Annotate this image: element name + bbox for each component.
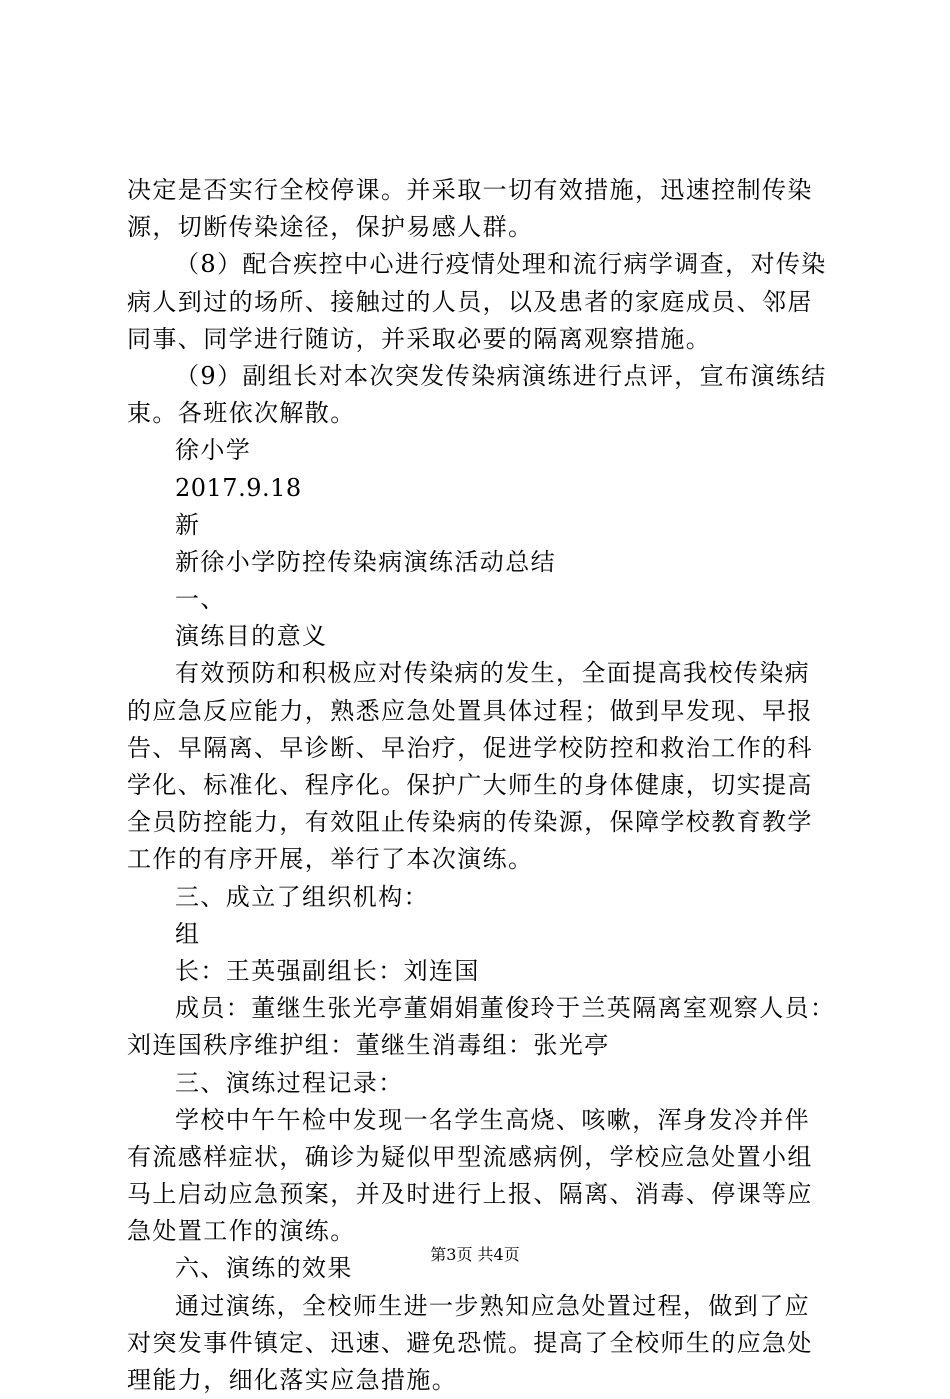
text-line: 决定是否实行全校停课。并采取一切有效措施，迅速控制传染: [127, 176, 813, 204]
text-line: 全员防控能力，有效阻止传染病的传染源，保障学校教育教学: [127, 808, 813, 837]
text-line: 组: [175, 919, 201, 948]
text-line: 有效预防和积极应对传染病的发生，全面提高我校传染病: [175, 659, 810, 688]
text-line: 同事、同学进行随访，并采取必要的隔离观察措施。: [127, 324, 712, 353]
text-line: （9）副组长对本次突发传染病演练进行点评，宣布演练结: [175, 361, 827, 390]
signature-date: 2017.9.18: [175, 473, 302, 502]
document-body: [127, 172, 835, 1399]
text-line: 有流感样症状，确诊为疑似甲型流感病例，学校应急处置小组: [127, 1142, 813, 1171]
section-heading: 三、成立了组织机构：: [175, 882, 429, 911]
text-line: 长：王英强副组长：刘连国: [175, 956, 480, 985]
text-line: 源，切断传染途径，保护易感人群。: [127, 213, 534, 242]
text-line: 学化、标准化、程序化。保护广大师生的身体健康，切实提高: [127, 771, 813, 799]
section-heading: 演练目的意义: [175, 622, 328, 651]
heading-number: 一、: [175, 585, 226, 614]
text-line: 理能力，细化落实应急措施。: [127, 1366, 458, 1394]
text-line: 急处置工作的演练。: [127, 1217, 356, 1246]
text-line: 对突发事件镇定、迅速、避免恐慌。提高了全校师生的应急处: [127, 1328, 813, 1357]
text-line: 的应急反应能力，熟悉应急处置具体过程；做到早发现、早报: [127, 696, 813, 725]
section-heading: 三、演练过程记录：: [175, 1068, 404, 1097]
page-number-footer: 第3页 共4页: [430, 1245, 520, 1264]
text-line: 病人到过的场所、接触过的人员，以及患者的家庭成员、邻居: [127, 287, 813, 316]
text-line: 马上启动应急预案，并及时进行上报、隔离、消毒、停课等应: [127, 1180, 813, 1209]
text-line: 新: [175, 510, 201, 539]
text-line: 束。各班依次解散。: [127, 399, 356, 428]
section-heading: 六、演练的效果: [175, 1254, 353, 1283]
text-line: （8）配合疾控中心进行疫情处理和流行病学调查，对传染: [175, 250, 827, 279]
text-line: 成员：董继生张光亭董娟娟董俊玲于兰英隔离室观察人员：: [175, 994, 836, 1023]
text-line: 学校中午午检中发现一名学生高烧、咳嗽，浑身发冷并伴: [175, 1105, 810, 1134]
section-title: 新徐小学防控传染病演练活动总结: [175, 547, 556, 576]
text-line: 刘连国秩序维护组：董继生消毒组：张光亭: [127, 1031, 610, 1060]
text-line: 通过演练，全校师生进一步熟知应急处置过程，做到了应: [175, 1291, 810, 1320]
signature-school: 徐小学: [175, 436, 252, 465]
text-line: 工作的有序开展，举行了本次演练。: [127, 845, 534, 874]
text-line: 告、早隔离、早诊断、早治疗，促进学校防控和救治工作的科: [127, 733, 813, 762]
